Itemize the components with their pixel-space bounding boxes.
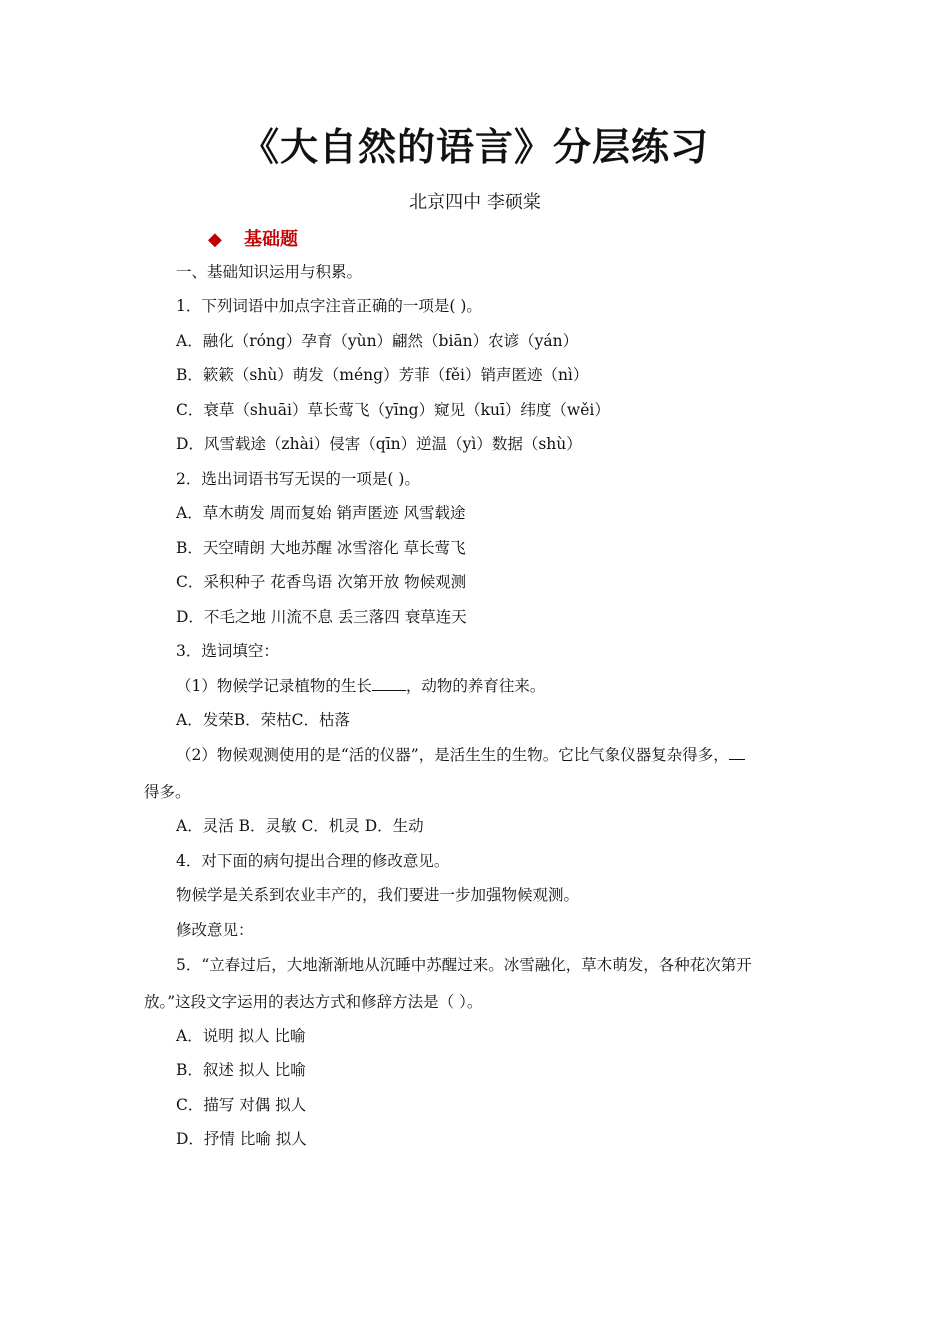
q3-sub1-options: A．发荣B．荣枯C．枯落: [176, 711, 350, 729]
q3-sub2: [176, 745, 745, 765]
q1-option-a: A．融化（róng）孕育（yùn）翩然（biān）农谚（yán）: [176, 332, 579, 350]
section-label: 基础题: [244, 229, 298, 250]
q5-option-a: A．说明 拟人 比喻: [176, 1027, 306, 1045]
author-line: 北京四中 李硕棠: [409, 192, 541, 213]
diamond-icon: ◆: [208, 229, 222, 250]
q4-sentence: 物候学是关系到农业丰产的，我们要进一步加强物候观测。: [176, 886, 580, 904]
fill-blank: [729, 745, 745, 760]
q5-option-b: B．叙述 拟人 比喻: [176, 1061, 306, 1079]
q2-option-c: C．采积种子 花香鸟语 次第开放 物候观测: [176, 573, 467, 591]
section-heading: [208, 225, 298, 251]
fill-blank: [372, 676, 406, 691]
q1-option-d: D．风雪载途（zhài）侵害（qīn）逆温（yì）数据（shù）: [176, 435, 582, 453]
q5-option-d: D．抒情 比喻 拟人: [176, 1130, 307, 1148]
q2-option-d: D．不毛之地 川流不息 丢三落四 衰草连天: [176, 608, 467, 626]
q1-option-c: C．衰草（shuāi）草长莺飞（yīng）窥见（kuī）纬度（wěi）: [176, 401, 610, 419]
q3-sub2-before: （2）物候观测使用的是“活的仪器”，是活生生的生物。它比气象仪器复杂得多，: [176, 746, 729, 764]
q1-stem: 1．下列词语中加点字注音正确的一项是( )。: [176, 297, 482, 315]
q3-stem: 3．选词填空：: [176, 642, 279, 660]
q2-option-b: B．天空晴朗 大地苏醒 冰雪溶化 草长莺飞: [176, 539, 466, 557]
q3-sub1-after: ，动物的养育往来。: [405, 677, 546, 695]
part1-heading: 一、基础知识运用与积累。: [176, 263, 363, 281]
q5-stem-line1: 5．“立春过后，大地渐渐地从沉睡中苏醒过来。冰雪融化，草木萌发，各种花次第开: [176, 956, 752, 974]
q1-option-b: B．簌簌（shù）萌发（méng）芳菲（fěi）销声匿迹（nì）: [176, 366, 589, 384]
q3-sub2-cont: 得多。: [144, 783, 191, 801]
q2-option-a: A．草木萌发 周而复始 销声匿迹 风雪载途: [176, 504, 466, 522]
q2-stem: 2．选出词语书写无误的一项是( )。: [176, 470, 420, 488]
page-title: 《大自然的语言》分层练习: [240, 125, 709, 169]
q4-answer-label: 修改意见：: [176, 921, 254, 939]
q3-sub1-before: （1）物候学记录植物的生长: [176, 677, 372, 695]
q3-sub2-options: A．灵活 B．灵敏 C．机灵 D．生动: [176, 817, 424, 835]
q5-option-c: C．描写 对偶 拟人: [176, 1096, 307, 1114]
q4-stem: 4．对下面的病句提出合理的修改意见。: [176, 852, 450, 870]
q5-stem-line2: 放。”这段文字运用的表达方式和修辞方法是（ ）。: [144, 993, 483, 1011]
q3-sub1: [176, 676, 545, 696]
